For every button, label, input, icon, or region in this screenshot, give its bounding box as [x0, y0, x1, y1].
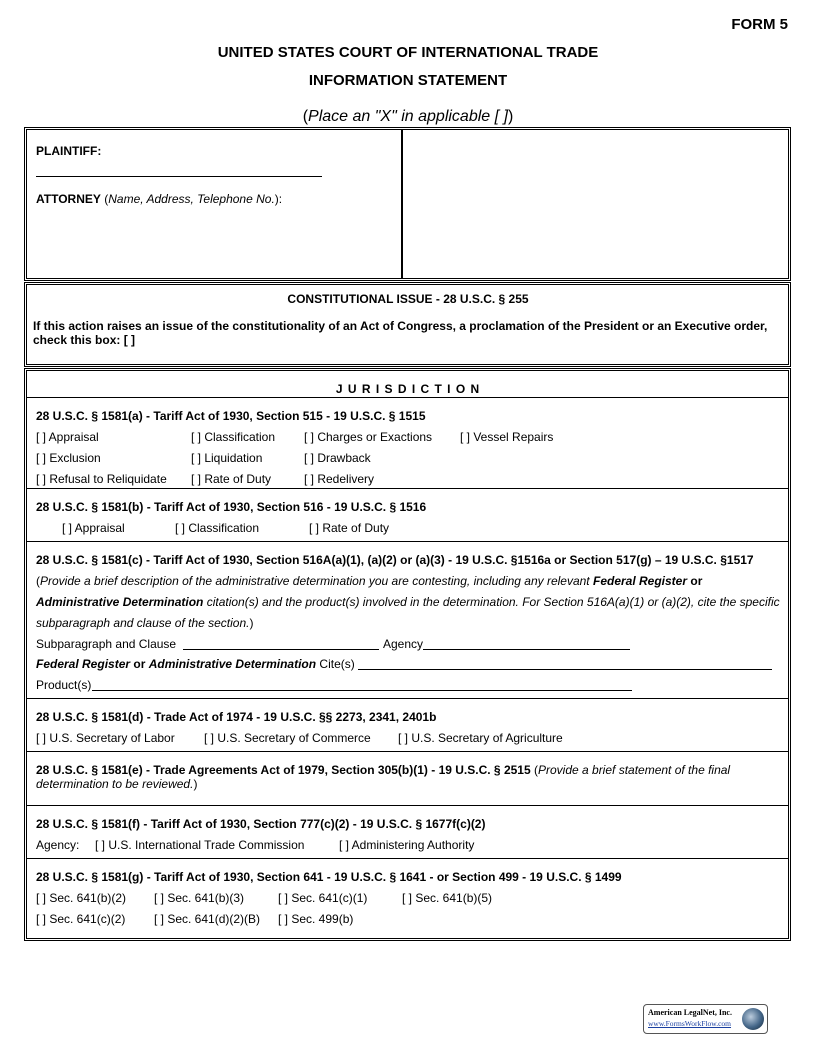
checkbox-sec-499b[interactable]: [ ] Sec. 499(b)	[278, 912, 354, 926]
globe-icon	[742, 1008, 764, 1030]
checkbox-rate-of-duty[interactable]: [ ] Rate of Duty	[191, 472, 272, 486]
checkbox-administering-authority[interactable]: [ ] Administering Authority	[339, 838, 475, 852]
section-1581b-heading: 28 U.S.C. § 1581(b) - Tariff Act of 1930, Section 516 - 19 U.S.C. § 1516	[36, 500, 427, 514]
divider	[27, 541, 788, 542]
checkbox-sec-641d2b[interactable]: [ ] Sec. 641(d)(2)(B)	[154, 912, 261, 926]
agency-field[interactable]	[423, 649, 630, 650]
jurisdiction-heading: J U R I S D I C T I O N	[335, 382, 481, 396]
checkbox-refusal-reliquidate[interactable]: [ ] Refusal to Reliquidate	[36, 472, 167, 486]
checkbox-sec-641b2[interactable]: [ ] Sec. 641(b)(2)	[36, 891, 127, 905]
attorney-field[interactable]	[28, 210, 398, 276]
section-1581c-instructions-3: subparagraph and clause of the section.)	[36, 616, 254, 630]
section-1581c-instructions-1: (Provide a brief description of the administrative determination you are contesting, including any relevant Federal Register or	[36, 574, 703, 588]
divider	[27, 397, 788, 398]
checkbox-redelivery[interactable]: [ ] Redelivery	[304, 472, 375, 486]
divider	[27, 698, 788, 699]
cite-label: Federal Register or Administrative Determination Cite(s)	[36, 657, 355, 671]
agency-label: Agency	[383, 637, 424, 651]
section-1581g-heading: 28 U.S.C. § 1581(g) - Tariff Act of 1930, Section 641 - 19 U.S.C. § 1641 - or Section 499 - 19 U.S.C. § 1499	[36, 870, 622, 884]
checkbox-vessel-repairs[interactable]: [ ] Vessel Repairs	[460, 430, 554, 444]
checkbox-charges-exactions[interactable]: [ ] Charges or Exactions	[304, 430, 433, 444]
checkbox-secretary-agriculture[interactable]: [ ] U.S. Secretary of Agriculture	[398, 731, 563, 745]
publisher-logo[interactable]	[643, 1004, 768, 1034]
case-number-field[interactable]	[406, 131, 787, 277]
checkbox-b-rate-of-duty[interactable]: [ ] Rate of Duty	[309, 521, 390, 535]
checkbox-secretary-labor[interactable]: [ ] U.S. Secretary of Labor	[36, 731, 175, 745]
section-1581e: 28 U.S.C. § 1581(e) - Trade Agreements Act of 1979, Section 305(b)(1) - 19 U.S.C. § 2515 (Provide a brief statement of the final determination to be reviewed.)	[36, 763, 731, 791]
logo-website-link[interactable]: www.FormsWorkFlow.com	[648, 1019, 732, 1028]
checkbox-classification[interactable]: [ ] Classification	[191, 430, 276, 444]
instruction-line: (Place an "X" in applicable [ ])	[302, 108, 514, 125]
checkbox-drawback[interactable]: [ ] Drawback	[304, 451, 371, 465]
checkbox-appraisal[interactable]: [ ] Appraisal	[36, 430, 99, 444]
checkbox-b-classification[interactable]: [ ] Classification	[175, 521, 260, 535]
checkbox-sec-641c1[interactable]: [ ] Sec. 641(c)(1)	[278, 891, 368, 905]
products-field[interactable]	[92, 690, 632, 691]
checkbox-sec-641b5[interactable]: [ ] Sec. 641(b)(5)	[402, 891, 493, 905]
checkbox-sec-641b3[interactable]: [ ] Sec. 641(b)(3)	[154, 891, 245, 905]
checkbox-liquidation[interactable]: [ ] Liquidation	[191, 451, 263, 465]
subparagraph-label: Subparagraph and Clause	[36, 637, 177, 651]
parties-divider	[401, 129, 403, 279]
products-label: Product(s)	[36, 678, 92, 692]
plaintiff-name-line[interactable]	[36, 176, 322, 177]
checkbox-b-appraisal[interactable]: [ ] Appraisal	[62, 521, 125, 535]
form-number: FORM 5	[731, 16, 788, 33]
divider	[27, 805, 788, 806]
logo-company-name: American LegalNet, Inc.	[648, 1008, 732, 1017]
jurisdiction-box	[24, 368, 791, 941]
divider	[27, 858, 788, 859]
checkbox-itc[interactable]: [ ] U.S. International Trade Commission	[95, 838, 305, 852]
checkbox-exclusion[interactable]: [ ] Exclusion	[36, 451, 101, 465]
section-1581c-heading: 28 U.S.C. § 1581(c) - Tariff Act of 1930, Section 516A(a)(1), (a)(2) or (a)(3) - 19 U.S.C. §1516a or Section 517(g) – 19 U.S.C. §1517	[36, 553, 754, 567]
checkbox-sec-641c2[interactable]: [ ] Sec. 641(c)(2)	[36, 912, 126, 926]
section-1581f-heading: 28 U.S.C. § 1581(f) - Tariff Act of 1930, Section 777(c)(2) - 19 U.S.C. § 1677f(c)(2)	[36, 817, 486, 831]
court-name: UNITED STATES COURT OF INTERNATIONAL TRADE	[217, 44, 599, 61]
attorney-label: ATTORNEY (Name, Address, Telephone No.):	[36, 192, 283, 206]
agency-f-label: Agency:	[36, 838, 80, 852]
section-1581c-instructions-2: Administrative Determination citation(s) and the product(s) involved in the determination. For Section 516A(a)(1) or (a)(2), cite the specific	[36, 595, 780, 609]
constitutional-heading: CONSTITUTIONAL ISSUE - 28 U.S.C. § 255	[287, 292, 529, 306]
section-1581d-heading: 28 U.S.C. § 1581(d) - Trade Act of 1974 - 19 U.S.C. §§ 2273, 2341, 2401b	[36, 710, 437, 724]
document-title: INFORMATION STATEMENT	[308, 72, 508, 89]
divider	[27, 751, 788, 752]
constitutional-text[interactable]: If this action raises an issue of the constitutionality of an Act of Congress, a proclamation of the President or an Executive order, check this box: [ ]	[33, 319, 768, 347]
plaintiff-label: PLAINTIFF:	[36, 144, 102, 158]
cite-field[interactable]	[358, 669, 772, 670]
divider	[27, 488, 788, 489]
subparagraph-field[interactable]	[183, 649, 379, 650]
section-1581a-heading: 28 U.S.C. § 1581(a) - Tariff Act of 1930, Section 515 - 19 U.S.C. § 1515	[36, 409, 426, 423]
checkbox-secretary-commerce[interactable]: [ ] U.S. Secretary of Commerce	[204, 731, 371, 745]
